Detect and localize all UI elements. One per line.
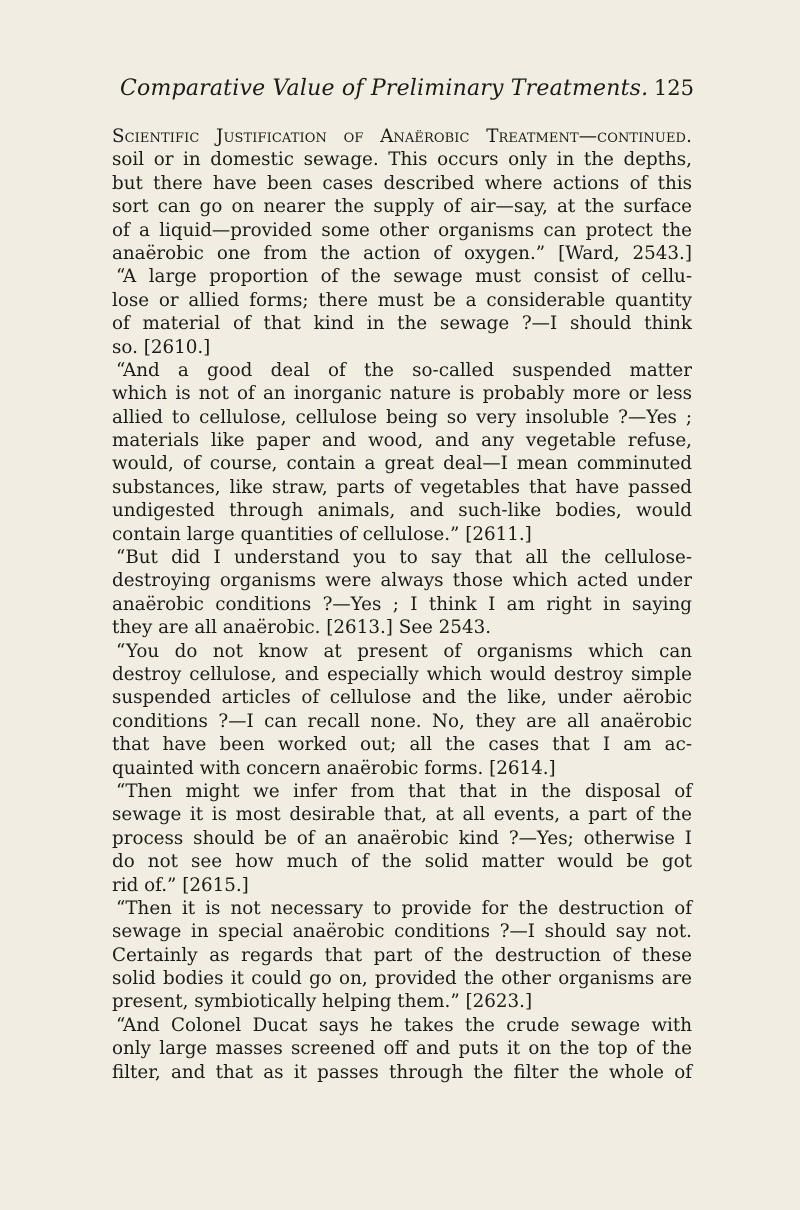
body-text bbox=[112, 125, 692, 1084]
text-line: materials like paper and wood, and any vegetable refuse, bbox=[112, 430, 692, 452]
text-line: rid of.” [2615.] bbox=[112, 874, 249, 896]
text-line: anaërobic one from the action of oxygen.” [Ward, 2543.] bbox=[112, 242, 692, 264]
text-line: “And Colonel Ducat says he takes the crude sewage with bbox=[116, 1014, 692, 1036]
running-header bbox=[110, 76, 694, 108]
text-line: only large masses screened off and puts it on the top of the bbox=[112, 1038, 692, 1060]
text-line: of a liquid—provided some other organisms can protect the bbox=[112, 219, 692, 241]
text-line: anaërobic conditions ?—Yes ; I think I am right in saying bbox=[112, 593, 692, 615]
text-line: quainted with concern anaërobic forms. [2614.] bbox=[112, 757, 556, 779]
running-title: Comparative Value of Preliminary Treatments. bbox=[120, 76, 649, 101]
text-line: destroy cellulose, and especially which would destroy simple bbox=[112, 663, 692, 685]
text-line: which is not of an inorganic nature is probably more or less bbox=[112, 383, 692, 405]
text-line: Certainly as regards that part of the destruction of these bbox=[112, 944, 692, 966]
text-line: lose or allied forms; there must be a considerable quantity bbox=[112, 289, 692, 311]
text-line: “Then it is not necessary to provide for the destruction of bbox=[116, 897, 692, 919]
text-line: “But did I understand you to say that all the cellulose- bbox=[116, 547, 692, 569]
text-line: “Then might we infer from that that in the disposal of bbox=[116, 780, 692, 802]
text-line: “A large proportion of the sewage must consist of cellu- bbox=[116, 266, 692, 288]
page-number: 125 bbox=[653, 76, 694, 100]
text-line: suspended articles of cellulose and the like, under aërobic bbox=[112, 687, 692, 709]
text-line: conditions ?—I can recall none. No, they are all anaërobic bbox=[112, 710, 692, 732]
section-heading: Scientific Justification of Anaërobic Treatment—continued. bbox=[112, 126, 692, 147]
text-line: substances, like straw, parts of vegetables that have passed bbox=[112, 476, 692, 498]
text-line: do not see how much of the solid matter would be got bbox=[112, 851, 692, 873]
text-line: destroying organisms were always those which acted under bbox=[112, 570, 692, 592]
text-line: would, of course, contain a great deal—I mean comminuted bbox=[112, 453, 692, 475]
text-line: of material of that kind in the sewage ?—I should think bbox=[112, 313, 692, 335]
text-line: solid bodies it could go on, provided the other organisms are bbox=[112, 968, 692, 990]
text-line: present, symbiotically helping them.” [2623.] bbox=[112, 991, 533, 1013]
text-line: process should be of an anaërobic kind ?—Yes; otherwise I bbox=[112, 827, 692, 849]
text-line: sewage it is most desirable that, at all events, a part of the bbox=[112, 804, 692, 826]
text-line: that have been worked out; all the cases that I am ac- bbox=[112, 734, 692, 756]
text-line: they are all anaërobic. [2613.] See 2543. bbox=[112, 617, 492, 639]
text-line: but there have been cases described where actions of this bbox=[112, 172, 692, 194]
text-line: filter, and that as it passes through the filter the whole of bbox=[112, 1061, 692, 1083]
text-line: “You do not know at present of organisms which can bbox=[116, 640, 692, 662]
text-line: so. [2610.] bbox=[112, 336, 211, 358]
text-line: allied to cellulose, cellulose being so very insoluble ?—Yes ; bbox=[112, 406, 692, 428]
text-line: soil or in domestic sewage. This occurs only in the depths, bbox=[112, 149, 692, 171]
text-line: sort can go on nearer the supply of air—say, at the surface bbox=[112, 196, 692, 218]
text-line: contain large quantities of cellulose.” [2611.] bbox=[112, 523, 532, 545]
text-line: sewage in special anaërobic conditions ?—I should say not. bbox=[112, 921, 692, 943]
text-line: “And a good deal of the so-called suspended matter bbox=[116, 359, 692, 381]
text-line: undigested through animals, and such-like bodies, would bbox=[112, 500, 692, 522]
